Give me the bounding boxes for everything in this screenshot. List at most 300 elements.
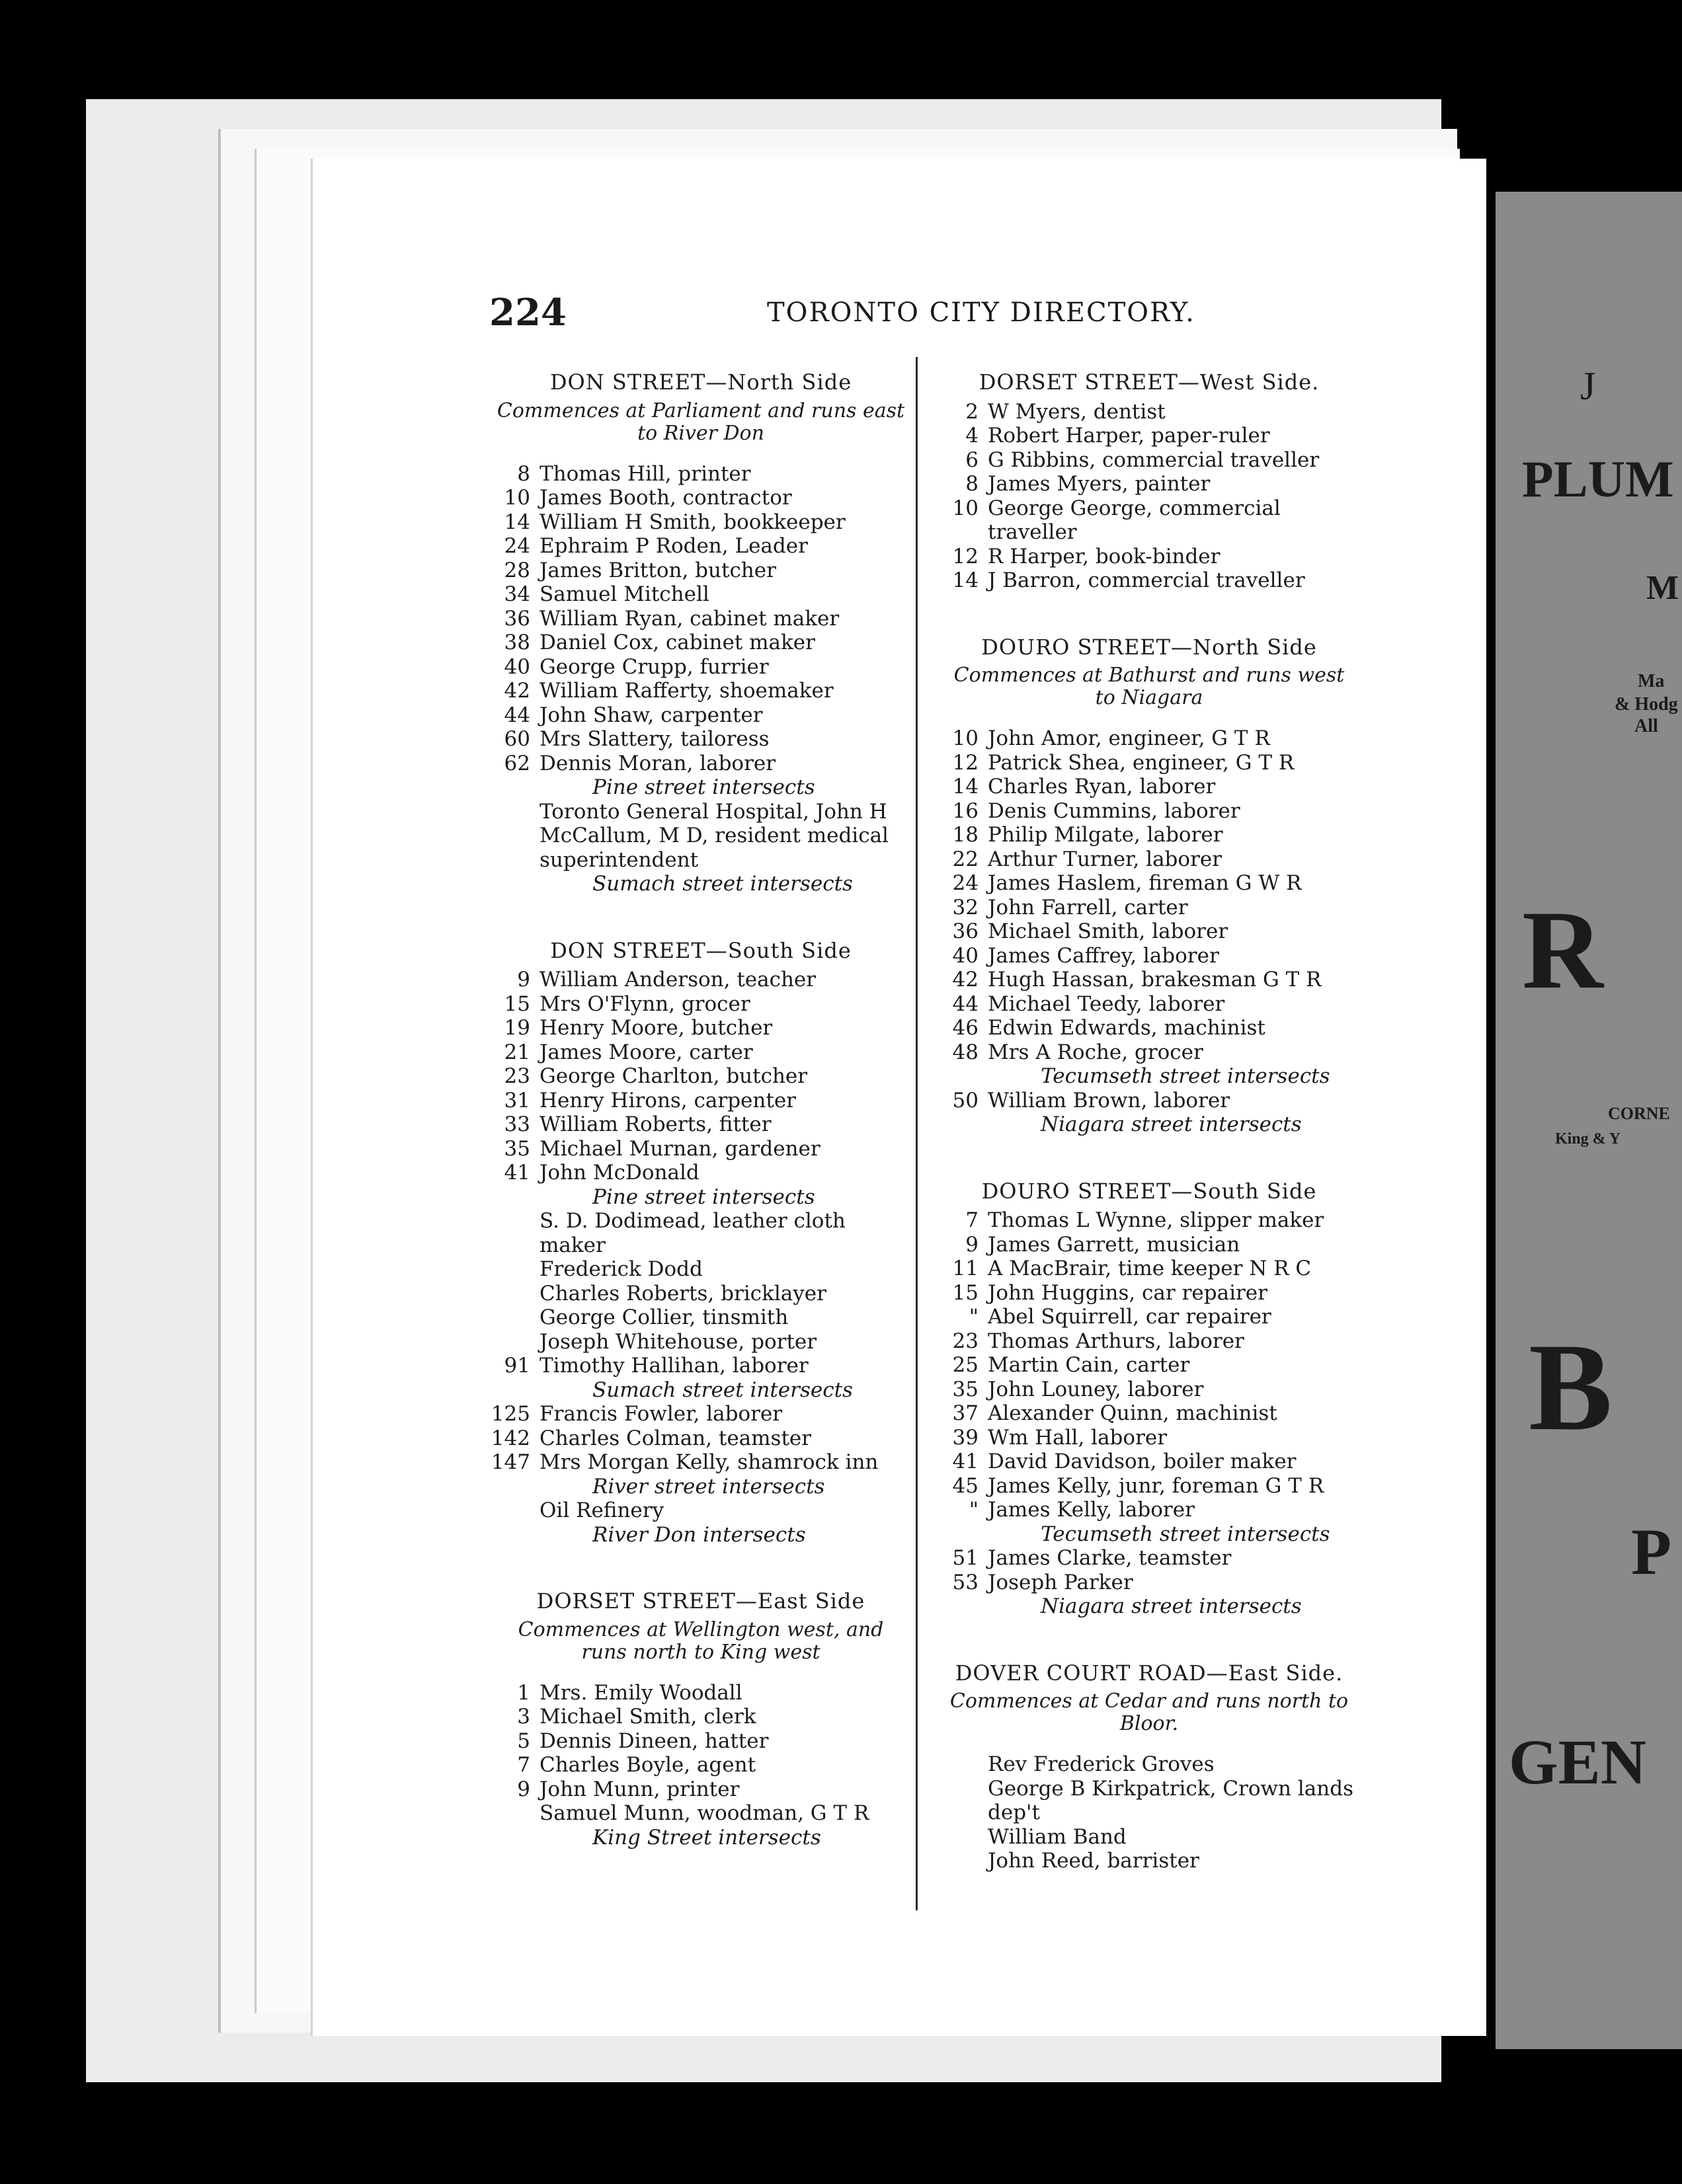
house-number: 3 (517, 1705, 530, 1729)
house-number: 44 (952, 992, 979, 1016)
directory-entry (489, 1354, 912, 1378)
house-number: 35 (504, 1136, 530, 1161)
directory-entry (489, 559, 912, 583)
directory-entry (489, 1753, 912, 1777)
directory-entry (938, 568, 1361, 593)
entry-text: Niagara street intersects (1041, 1112, 1302, 1136)
house-number: 36 (504, 606, 530, 631)
entry-text: Arthur Turner, laborer (988, 847, 1222, 871)
directory-entry (938, 847, 1361, 872)
house-number: 91 (504, 1354, 530, 1378)
entry-text: Mrs Morgan Kelly, shamrock inn (540, 1450, 879, 1474)
entry-text: James Britton, butcher (540, 558, 776, 582)
entry-text: James Booth, contractor (540, 486, 792, 510)
entry-text: Charles Colman, teamster (540, 1426, 812, 1450)
house-number: 33 (504, 1112, 530, 1136)
entry-text: A MacBrair, time keeper N R C (988, 1257, 1312, 1280)
entry-text: Daniel Cox, cabinet maker (540, 631, 815, 654)
house-number: 39 (952, 1425, 979, 1450)
house-number (489, 1185, 540, 1210)
section-gap (489, 1547, 912, 1580)
intersection-note (489, 775, 912, 800)
directory-entry (489, 1705, 912, 1729)
adjacent-fragment: R (1522, 888, 1603, 1012)
entry-text: Sumach street intersects (592, 1378, 853, 1402)
house-number: 8 (965, 472, 979, 496)
house-number (938, 1825, 988, 1850)
house-number: 62 (504, 751, 530, 775)
house-number: 14 (952, 568, 979, 592)
directory-entry (938, 919, 1361, 944)
street-heading: DOVER COURT ROAD—East Side. (955, 1660, 1343, 1686)
entry-text: Rev Frederick Groves (988, 1752, 1215, 1776)
house-number: 35 (952, 1377, 979, 1401)
entry-text: John Huggins, car repairer (988, 1280, 1267, 1305)
entry-text: Sumach street intersects (592, 872, 853, 896)
house-number (489, 1209, 540, 1257)
house-number: 18 (952, 823, 979, 847)
house-number: 40 (952, 943, 979, 968)
directory-entry (489, 1402, 912, 1426)
house-number (938, 1112, 988, 1137)
house-number: 40 (504, 654, 530, 679)
entry-text: Toronto General Hospital, John H McCallum, M D, resident medical superintendent (540, 799, 889, 872)
directory-entry (489, 679, 912, 703)
directory-entry (938, 1426, 1361, 1450)
entry-text: James Clarke, teamster (988, 1546, 1232, 1570)
entry-text: George Charlton, butcher (540, 1064, 808, 1088)
entry-text: Ephraim P Roden, Leader (540, 534, 808, 558)
directory-entry (938, 1089, 1361, 1113)
street-heading: DOURO STREET—North Side (981, 634, 1317, 660)
entry-text: John Shaw, carpenter (540, 703, 763, 727)
page-header (489, 291, 1217, 337)
entry-text: Charles Roberts, bricklayer (540, 1281, 826, 1306)
house-number: 48 (952, 1040, 979, 1064)
house-number: 125 (491, 1402, 530, 1426)
intersection-note (489, 1475, 912, 1499)
house-number: 25 (952, 1353, 979, 1377)
directory-entry (489, 486, 912, 510)
entry-text: S. D. Dodimead, leather cloth maker (540, 1209, 846, 1257)
house-number: 37 (952, 1401, 979, 1425)
house-number (489, 1282, 540, 1306)
directory-entry (489, 1801, 912, 1826)
house-number: 44 (504, 703, 530, 727)
entry-text: Henry Moore, butcher (540, 1016, 773, 1040)
directory-entry (489, 1064, 912, 1089)
house-number: 14 (504, 510, 530, 534)
house-number (489, 1330, 540, 1354)
entry-text: George B Kirkpatrick, Crown lands dep't (988, 1776, 1353, 1824)
entry-text: Oil Refinery (540, 1499, 664, 1522)
directory-entry (938, 1498, 1361, 1522)
entry-text: William Brown, laborer (988, 1088, 1230, 1112)
entry-text: William Band (988, 1824, 1127, 1849)
house-number: 60 (504, 727, 530, 751)
entry-text: Patrick Shea, engineer, G T R (988, 750, 1295, 775)
directory-entry (938, 1450, 1361, 1474)
house-number: 24 (504, 534, 530, 558)
house-number: 16 (952, 799, 979, 823)
column-divider (916, 357, 918, 1910)
house-number: 24 (952, 871, 979, 895)
entry-text: G Ribbins, commercial traveller (988, 448, 1320, 472)
house-number (489, 1257, 540, 1282)
directory-entry (489, 1306, 912, 1330)
directory-entry (938, 968, 1361, 992)
directory-entry (938, 1777, 1361, 1825)
intersection-note (938, 1064, 1361, 1089)
adjacent-fragment: CORNE (1608, 1104, 1670, 1123)
directory-entry (489, 631, 912, 655)
directory-entry (938, 472, 1361, 496)
street-heading: DORSET STREET—West Side. (979, 370, 1320, 395)
directory-entry (938, 1571, 1361, 1595)
directory-entry (938, 944, 1361, 968)
entry-text: R Harper, book-binder (988, 544, 1221, 568)
adjacent-fragment: PLUM (1522, 450, 1674, 508)
left-column (489, 370, 912, 1850)
house-number (489, 800, 540, 873)
entry-text: Martin Cain, carter (988, 1353, 1190, 1377)
house-number: 50 (952, 1088, 979, 1112)
directory-entry (489, 1499, 912, 1523)
house-number (489, 1826, 540, 1850)
entry-text: John Amor, engineer, G T R (988, 726, 1270, 750)
house-number (938, 1849, 988, 1873)
entry-text: Thomas L Wynne, slipper maker (988, 1208, 1324, 1232)
directory-entry (489, 992, 912, 1017)
house-number: 7 (517, 1753, 530, 1777)
entry-text: John Farrell, carter (988, 895, 1188, 919)
house-number: 23 (504, 1064, 530, 1088)
house-number (938, 1064, 988, 1089)
house-number: 142 (491, 1426, 530, 1450)
entry-text: Robert Harper, paper-ruler (988, 424, 1270, 448)
house-number: 19 (504, 1016, 530, 1040)
house-number: " (969, 1305, 979, 1329)
directory-entry (938, 400, 1361, 424)
entry-text: Thomas Hill, printer (540, 461, 751, 486)
directory-entry (938, 1305, 1361, 1329)
entry-text: John Munn, printer (540, 1777, 740, 1801)
house-number: 2 (965, 399, 979, 424)
house-number: 53 (952, 1570, 979, 1594)
house-number (938, 1522, 988, 1547)
directory-entry (938, 751, 1361, 775)
directory-entry (938, 1281, 1361, 1306)
house-number: 15 (504, 992, 530, 1016)
directory-entry (489, 1330, 912, 1354)
entry-text: Frederick Dodd (540, 1257, 703, 1281)
directory-entry (489, 1450, 912, 1475)
intersection-note (938, 1112, 1361, 1137)
directory-entry (489, 1040, 912, 1065)
street-note: Commences at Wellington west, and runs north to King west (518, 1618, 884, 1664)
adjacent-fragment: GEN (1509, 1727, 1647, 1797)
page-number: 224 (489, 291, 567, 334)
directory-entry (938, 992, 1361, 1017)
page-title: TORONTO CITY DIRECTORY. (767, 297, 1195, 328)
house-number: 32 (952, 895, 979, 919)
directory-entry (489, 1257, 912, 1282)
house-number: 10 (504, 486, 530, 510)
house-number: 41 (504, 1161, 530, 1185)
entry-text: Philip Milgate, laborer (988, 823, 1223, 847)
street-heading: DON STREET—North Side (549, 370, 852, 395)
entry-text: James Haslem, fireman G W R (988, 871, 1302, 895)
directory-entry (938, 1474, 1361, 1499)
entry-text: Mrs. Emily Woodall (540, 1680, 742, 1705)
house-number: 10 (952, 726, 979, 750)
street-heading: DON STREET—South Side (550, 937, 852, 963)
intersection-note (938, 1522, 1361, 1547)
house-number: 1 (517, 1680, 530, 1705)
entry-text: John McDonald (540, 1161, 700, 1185)
entry-text: Henry Hirons, carpenter (540, 1088, 796, 1112)
directory-entry (938, 1257, 1361, 1281)
entry-text: William Roberts, fitter (540, 1112, 772, 1136)
section-gap (938, 1619, 1361, 1652)
entry-text: Pine street intersects (592, 775, 815, 799)
house-number: 38 (504, 631, 530, 654)
entry-text: Michael Smith, laborer (988, 919, 1228, 943)
directory-entry (489, 607, 912, 631)
directory-entry (938, 1752, 1361, 1777)
directory-entry (489, 1089, 912, 1113)
house-number (938, 1752, 988, 1777)
entry-text: King Street intersects (592, 1825, 821, 1850)
directory-entry (938, 448, 1361, 473)
directory-entry (938, 896, 1361, 920)
directory-entry (938, 1208, 1361, 1233)
entry-text: David Davidson, boiler maker (988, 1450, 1297, 1473)
directory-entry (489, 1777, 912, 1802)
entry-text: Charles Boyle, agent (540, 1753, 756, 1777)
house-number: 147 (491, 1450, 530, 1474)
entry-text: James Caffrey, laborer (988, 943, 1219, 968)
directory-entry (938, 1378, 1361, 1402)
house-number: 5 (517, 1729, 530, 1753)
entry-text: Edwin Edwards, machinist (988, 1016, 1265, 1040)
entry-text: W Myers, dentist (988, 399, 1166, 424)
house-number: 46 (952, 1016, 979, 1040)
intersection-note (489, 1826, 912, 1850)
entry-text: Dennis Moran, laborer (540, 751, 776, 775)
directory-entry (489, 462, 912, 487)
house-number: 14 (952, 775, 979, 799)
house-number: 8 (517, 461, 530, 486)
directory-entry (489, 510, 912, 535)
house-number: 11 (952, 1257, 979, 1280)
entry-text: Timothy Hallihan, laborer (540, 1354, 809, 1378)
entry-text: James Garrett, musician (988, 1232, 1240, 1257)
entry-text: River street intersects (592, 1474, 825, 1499)
directory-entry (489, 1681, 912, 1705)
entry-text: Samuel Mitchell (540, 582, 709, 606)
directory-entry (489, 727, 912, 752)
house-number (489, 1801, 540, 1826)
house-number: 41 (952, 1450, 979, 1473)
adjacent-fragment: P (1631, 1515, 1672, 1588)
entry-text: George Collier, tinsmith (540, 1306, 789, 1329)
street-note: Commences at Parliament and runs east to River Don (497, 399, 905, 445)
entry-text: William Anderson, teacher (540, 968, 817, 992)
entry-text: George Crupp, furrier (540, 654, 769, 679)
entry-text: Alexander Quinn, machinist (988, 1401, 1277, 1425)
directory-entry (938, 871, 1361, 896)
entry-text: Mrs Slattery, tailoress (540, 727, 770, 751)
entry-text: Mrs O'Flynn, grocer (540, 992, 750, 1016)
entry-text: Dennis Dineen, hatter (540, 1729, 769, 1753)
entry-text: Pine street intersects (592, 1185, 815, 1209)
house-number (489, 1378, 540, 1403)
house-number: 10 (952, 496, 979, 520)
adjacent-fragment: J (1580, 364, 1596, 408)
directory-entry (489, 1112, 912, 1137)
adjacent-page (1496, 192, 1682, 2049)
directory-entry (938, 823, 1361, 847)
directory-entry (938, 1016, 1361, 1040)
entry-text: Charles Ryan, laborer (988, 775, 1216, 799)
entry-text: River Don intersects (592, 1522, 806, 1547)
directory-entry (489, 752, 912, 776)
directory-entry (938, 1546, 1361, 1571)
directory-entry (938, 1233, 1361, 1257)
adjacent-fragment: B (1529, 1318, 1613, 1457)
house-number (489, 872, 540, 896)
section-gap (938, 1137, 1361, 1170)
directory-entry (489, 1161, 912, 1185)
directory-entry (938, 726, 1361, 751)
directory-entry (938, 1353, 1361, 1378)
entry-text: Thomas Arthurs, laborer (988, 1329, 1244, 1353)
adjacent-fragment: M (1646, 569, 1679, 607)
entry-text: James Kelly, junr, foreman G T R (988, 1473, 1324, 1498)
directory-entry (938, 1040, 1361, 1065)
house-number: 12 (952, 750, 979, 775)
entry-text: Niagara street intersects (1041, 1594, 1302, 1618)
directory-entry (938, 496, 1361, 545)
intersection-note (489, 872, 912, 896)
house-number: 22 (952, 847, 979, 871)
directory-entry (489, 1209, 912, 1257)
entry-text: Tecumseth street intersects (1041, 1522, 1330, 1546)
house-number: 51 (952, 1546, 979, 1570)
entry-text: Samuel Munn, woodman, G T R (540, 1801, 869, 1825)
right-column (938, 370, 1361, 1873)
intersection-note (489, 1523, 912, 1547)
section-gap (938, 593, 1361, 626)
directory-entry (489, 800, 912, 873)
house-number: 21 (504, 1040, 530, 1064)
directory-entry (489, 1426, 912, 1451)
house-number: 9 (517, 1777, 530, 1801)
entry-text: John Louney, laborer (988, 1377, 1204, 1401)
street-note: Commences at Bathurst and runs west to Niagara (953, 664, 1345, 709)
entry-text: William Ryan, cabinet maker (540, 606, 840, 631)
house-number: 12 (952, 544, 979, 568)
entry-text: J Barron, commercial traveller (988, 568, 1305, 592)
entry-text: Denis Cummins, laborer (988, 799, 1240, 823)
house-number: 45 (952, 1473, 979, 1498)
entry-text: Joseph Parker (988, 1570, 1133, 1594)
house-number: 42 (952, 968, 979, 992)
entry-text: Francis Fowler, laborer (540, 1402, 783, 1426)
house-number: 42 (504, 679, 530, 703)
house-number: 23 (952, 1329, 979, 1353)
directory-entry (489, 703, 912, 728)
directory-entry (489, 1016, 912, 1040)
directory-entry (489, 534, 912, 559)
directory-entry (489, 582, 912, 607)
entry-text: James Kelly, laborer (988, 1498, 1195, 1522)
intersection-note (489, 1185, 912, 1210)
house-number (938, 1594, 988, 1619)
directory-entry (938, 1825, 1361, 1850)
directory-entry (938, 1849, 1361, 1873)
entry-text: William Rafferty, shoemaker (540, 679, 834, 703)
directory-entry (938, 799, 1361, 824)
intersection-note (938, 1594, 1361, 1619)
intersection-note (489, 1378, 912, 1403)
entry-text: John Reed, barrister (988, 1849, 1199, 1873)
directory-entry (938, 775, 1361, 799)
entry-text: Michael Teedy, laborer (988, 992, 1225, 1016)
section-gap (489, 896, 912, 929)
house-number: 4 (965, 424, 979, 448)
house-number (489, 1475, 540, 1499)
entry-text: Michael Smith, clerk (540, 1705, 756, 1729)
entry-text: James Moore, carter (540, 1040, 753, 1064)
adjacent-fragment: King & Y (1555, 1130, 1621, 1148)
adjacent-fragment: Ma (1638, 671, 1665, 691)
house-number (489, 775, 540, 800)
entry-text: George George, commercial traveller (988, 496, 1281, 544)
entry-text: James Myers, painter (988, 472, 1211, 496)
entry-text: Tecumseth street intersects (1041, 1064, 1330, 1088)
entry-text: Abel Squirrell, car repairer (988, 1305, 1271, 1329)
entry-text: Joseph Whitehouse, porter (540, 1329, 817, 1354)
entry-text: William H Smith, bookkeeper (540, 510, 846, 534)
street-heading: DORSET STREET—East Side (536, 1588, 865, 1614)
entry-text: Mrs A Roche, grocer (988, 1040, 1203, 1064)
house-number: 15 (952, 1280, 979, 1305)
street-heading: DOURO STREET—South Side (981, 1178, 1317, 1204)
house-number (489, 1499, 540, 1523)
house-number: 34 (504, 582, 530, 606)
house-number: 9 (517, 968, 530, 992)
house-number: 31 (504, 1088, 530, 1112)
house-number (489, 1306, 540, 1330)
directory-entry (489, 1137, 912, 1161)
house-number: " (969, 1498, 979, 1522)
street-note: Commences at Cedar and runs north to Bloor. (949, 1690, 1349, 1735)
directory-entry (489, 968, 912, 992)
house-number (489, 1523, 540, 1547)
entry-text: Michael Murnan, gardener (540, 1136, 821, 1161)
house-number: 28 (504, 558, 530, 582)
directory-entry (938, 1329, 1361, 1354)
house-number: 7 (965, 1208, 979, 1232)
house-number (938, 1777, 988, 1825)
directory-entry (489, 655, 912, 680)
directory-entry (489, 1729, 912, 1754)
directory-entry (489, 1282, 912, 1306)
entry-text: Wm Hall, laborer (988, 1425, 1168, 1450)
house-number: 9 (965, 1232, 979, 1257)
